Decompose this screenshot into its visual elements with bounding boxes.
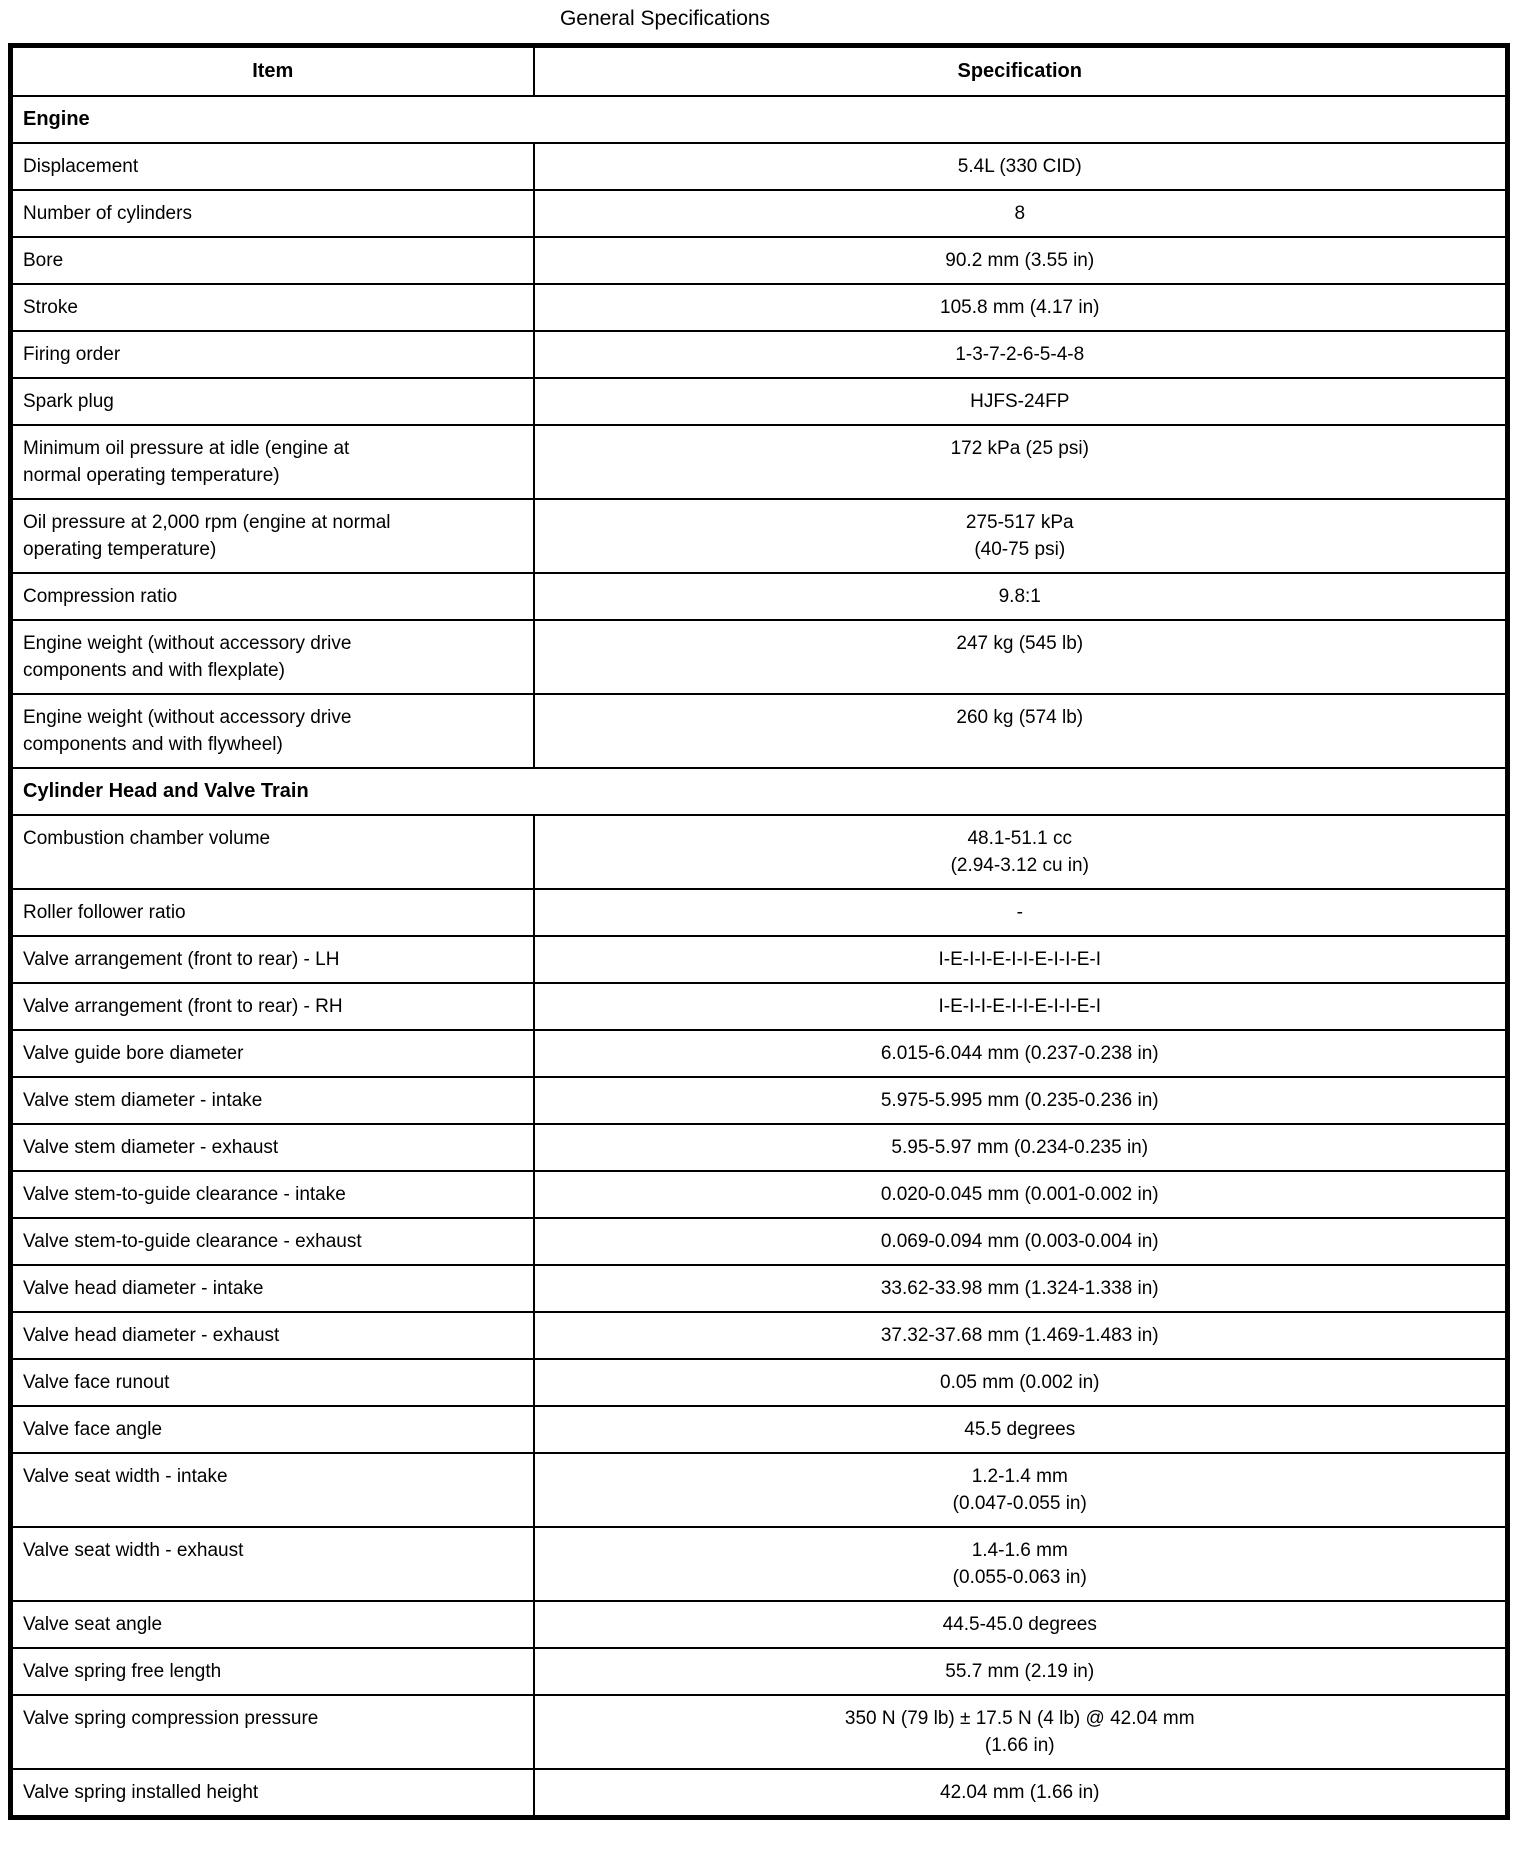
item-cell: Oil pressure at 2,000 rpm (engine at normal operating temperature) xyxy=(11,499,534,573)
table-row xyxy=(11,1359,1508,1406)
item-cell: Valve arrangement (front to rear) - RH xyxy=(11,983,534,1030)
spec-cell: 1-3-7-2-6-5-4-8 xyxy=(534,331,1508,378)
table-row xyxy=(11,1265,1508,1312)
table-row xyxy=(11,143,1508,190)
spec-cell: 172 kPa (25 psi) xyxy=(534,425,1508,499)
spec-cell: 42.04 mm (1.66 in) xyxy=(534,1769,1508,1818)
table-row xyxy=(11,331,1508,378)
spec-cell: 0.069-0.094 mm (0.003-0.004 in) xyxy=(534,1218,1508,1265)
general-specifications-table xyxy=(8,43,1510,1820)
spec-cell: 90.2 mm (3.55 in) xyxy=(534,237,1508,284)
table-row xyxy=(11,284,1508,331)
item-cell: Valve spring free length xyxy=(11,1648,534,1695)
page-title: General Specifications xyxy=(559,7,771,30)
item-cell: Valve spring compression pressure xyxy=(11,1695,534,1769)
item-cell: Valve guide bore diameter xyxy=(11,1030,534,1077)
table-row xyxy=(11,1648,1508,1695)
item-cell: Bore xyxy=(11,237,534,284)
spec-cell: 105.8 mm (4.17 in) xyxy=(534,284,1508,331)
item-cell: Valve head diameter - exhaust xyxy=(11,1312,534,1359)
header-row xyxy=(11,46,1508,97)
table-row xyxy=(11,1601,1508,1648)
item-cell: Stroke xyxy=(11,284,534,331)
spec-cell: 37.32-37.68 mm (1.469-1.483 in) xyxy=(534,1312,1508,1359)
item-cell: Engine weight (without accessory drive components and with flexplate) xyxy=(11,620,534,694)
spec-cell: 275-517 kPa (40-75 psi) xyxy=(534,499,1508,573)
table-row xyxy=(11,378,1508,425)
table-row xyxy=(11,573,1508,620)
item-cell: Valve spring installed height xyxy=(11,1769,534,1818)
spec-cell: 1.2-1.4 mm (0.047-0.055 in) xyxy=(534,1453,1508,1527)
table-row xyxy=(11,1453,1508,1527)
table-row xyxy=(11,1030,1508,1077)
section-label: Engine xyxy=(11,96,1508,143)
table-row xyxy=(11,936,1508,983)
table-row xyxy=(11,425,1508,499)
spec-cell: 350 N (79 lb) ± 17.5 N (4 lb) @ 42.04 mm (1.66 in) xyxy=(534,1695,1508,1769)
table-row xyxy=(11,889,1508,936)
spec-cell: - xyxy=(534,889,1508,936)
section-row xyxy=(11,768,1508,815)
table-row xyxy=(11,190,1508,237)
table-row xyxy=(11,1312,1508,1359)
item-cell: Valve seat width - intake xyxy=(11,1453,534,1527)
item-cell: Valve stem diameter - exhaust xyxy=(11,1124,534,1171)
table-row xyxy=(11,1171,1508,1218)
item-cell: Spark plug xyxy=(11,378,534,425)
table-row xyxy=(11,1124,1508,1171)
table-row xyxy=(11,1218,1508,1265)
table-row xyxy=(11,1406,1508,1453)
column-header-specification: Specification xyxy=(534,46,1508,97)
item-cell: Engine weight (without accessory drive components and with flywheel) xyxy=(11,694,534,768)
table-row xyxy=(11,1769,1508,1818)
spec-cell: 33.62-33.98 mm (1.324-1.338 in) xyxy=(534,1265,1508,1312)
table-row xyxy=(11,1695,1508,1769)
item-cell: Valve face runout xyxy=(11,1359,534,1406)
table-row xyxy=(11,1077,1508,1124)
item-cell: Roller follower ratio xyxy=(11,889,534,936)
item-cell: Combustion chamber volume xyxy=(11,815,534,889)
table-row xyxy=(11,620,1508,694)
spec-cell: 45.5 degrees xyxy=(534,1406,1508,1453)
item-cell: Valve stem diameter - intake xyxy=(11,1077,534,1124)
item-cell: Valve arrangement (front to rear) - LH xyxy=(11,936,534,983)
item-cell: Displacement xyxy=(11,143,534,190)
spec-cell: 0.020-0.045 mm (0.001-0.002 in) xyxy=(534,1171,1508,1218)
item-cell: Valve head diameter - intake xyxy=(11,1265,534,1312)
spec-cell: 5.4L (330 CID) xyxy=(534,143,1508,190)
spec-cell: 0.05 mm (0.002 in) xyxy=(534,1359,1508,1406)
spec-cell: 55.7 mm (2.19 in) xyxy=(534,1648,1508,1695)
spec-cell: 8 xyxy=(534,190,1508,237)
spec-cell: 44.5-45.0 degrees xyxy=(534,1601,1508,1648)
table-row xyxy=(11,499,1508,573)
spec-cell: 6.015-6.044 mm (0.237-0.238 in) xyxy=(534,1030,1508,1077)
spec-cell: 260 kg (574 lb) xyxy=(534,694,1508,768)
item-cell: Number of cylinders xyxy=(11,190,534,237)
spec-cell: 5.95-5.97 mm (0.234-0.235 in) xyxy=(534,1124,1508,1171)
section-label: Cylinder Head and Valve Train xyxy=(11,768,1508,815)
table-row xyxy=(11,237,1508,284)
column-header-item: Item xyxy=(11,46,534,97)
spec-cell: 1.4-1.6 mm (0.055-0.063 in) xyxy=(534,1527,1508,1601)
spec-cell: HJFS-24FP xyxy=(534,378,1508,425)
table-row xyxy=(11,1527,1508,1601)
spec-cell: 48.1-51.1 cc (2.94-3.12 cu in) xyxy=(534,815,1508,889)
spec-cell: 5.975-5.995 mm (0.235-0.236 in) xyxy=(534,1077,1508,1124)
item-cell: Minimum oil pressure at idle (engine at normal operating temperature) xyxy=(11,425,534,499)
table-row xyxy=(11,815,1508,889)
spec-cell: 9.8:1 xyxy=(534,573,1508,620)
section-row xyxy=(11,96,1508,143)
item-cell: Valve seat width - exhaust xyxy=(11,1527,534,1601)
spec-cell: I-E-I-I-E-I-I-E-I-I-E-I xyxy=(534,983,1508,1030)
item-cell: Valve seat angle xyxy=(11,1601,534,1648)
item-cell: Valve stem-to-guide clearance - intake xyxy=(11,1171,534,1218)
item-cell: Compression ratio xyxy=(11,573,534,620)
spec-cell: I-E-I-I-E-I-I-E-I-I-E-I xyxy=(534,936,1508,983)
table-row xyxy=(11,694,1508,768)
table-row xyxy=(11,983,1508,1030)
item-cell: Valve stem-to-guide clearance - exhaust xyxy=(11,1218,534,1265)
item-cell: Valve face angle xyxy=(11,1406,534,1453)
item-cell: Firing order xyxy=(11,331,534,378)
spec-cell: 247 kg (545 lb) xyxy=(534,620,1508,694)
